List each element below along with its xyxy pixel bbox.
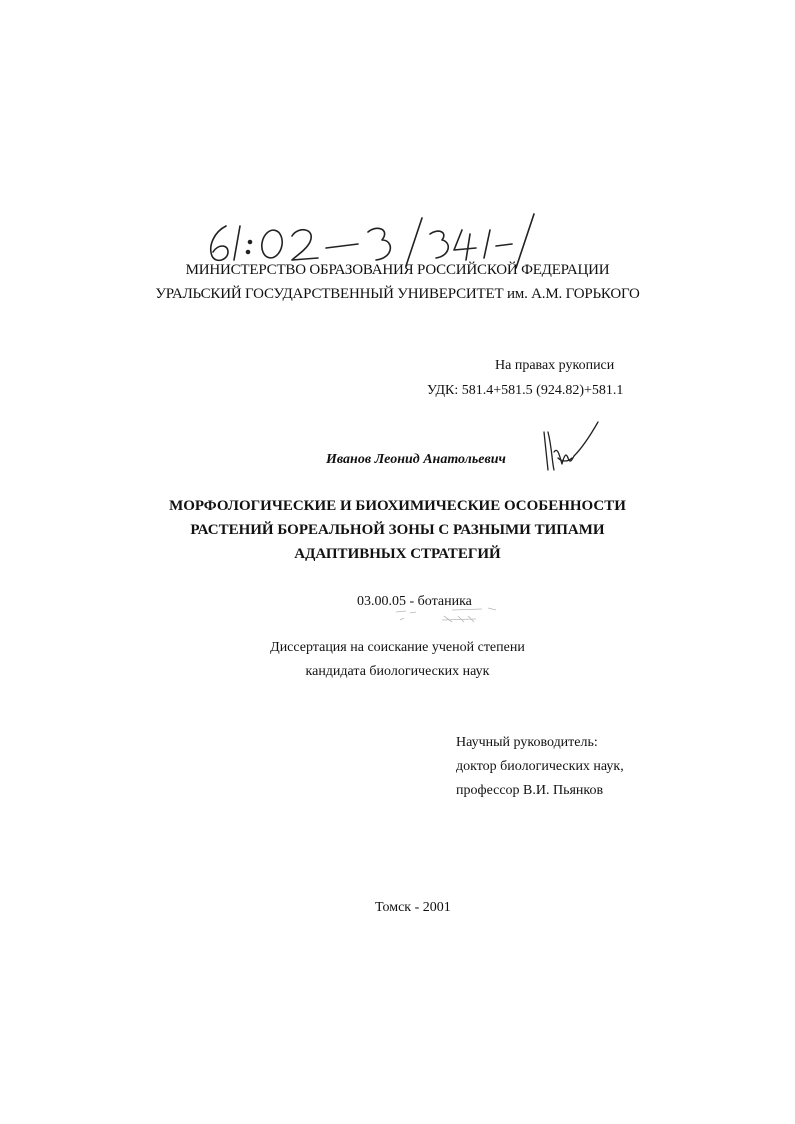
city-year: Томск - 2001 xyxy=(375,900,451,915)
author-signature xyxy=(538,418,600,480)
handwritten-archive-code xyxy=(200,208,540,270)
dissertation-title-line: МОРФОЛОГИЧЕСКИЕ И БИОХИМИЧЕСКИЕ ОСОБЕННОСТИ xyxy=(169,498,626,514)
supervisor-degree: доктор биологических наук, xyxy=(456,759,624,774)
udk-code: УДК: 581.4+581.5 (924.82)+581.1 xyxy=(427,383,624,398)
degree-statement-line: Диссертация на соискание ученой степени xyxy=(270,640,525,655)
supervisor-name: профессор В.И. Пьянков xyxy=(456,783,604,798)
library-stamp xyxy=(392,604,502,626)
supervisor-label: Научный руководитель: xyxy=(456,735,598,750)
university-name: УРАЛЬСКИЙ ГОСУДАРСТВЕННЫЙ УНИВЕРСИТЕТ им. А.М. ГОРЬКОГО xyxy=(155,286,640,302)
degree-statement-line: кандидата биологических наук xyxy=(305,664,490,679)
rights-notice: На правах рукописи xyxy=(495,358,615,373)
dissertation-title-line: РАСТЕНИЙ БОРЕАЛЬНОЙ ЗОНЫ С РАЗНЫМИ ТИПАМИ xyxy=(190,522,605,538)
specialty-code: 03.00.05 - ботаника xyxy=(357,594,472,609)
ministry-name: МИНИСТЕРСТВО ОБРАЗОВАНИЯ РОССИЙСКОЙ ФЕДЕРАЦИИ xyxy=(185,262,610,278)
author-name: Иванов Леонид Анатольевич xyxy=(326,452,506,467)
dissertation-title-line: АДАПТИВНЫХ СТРАТЕГИЙ xyxy=(294,546,501,562)
